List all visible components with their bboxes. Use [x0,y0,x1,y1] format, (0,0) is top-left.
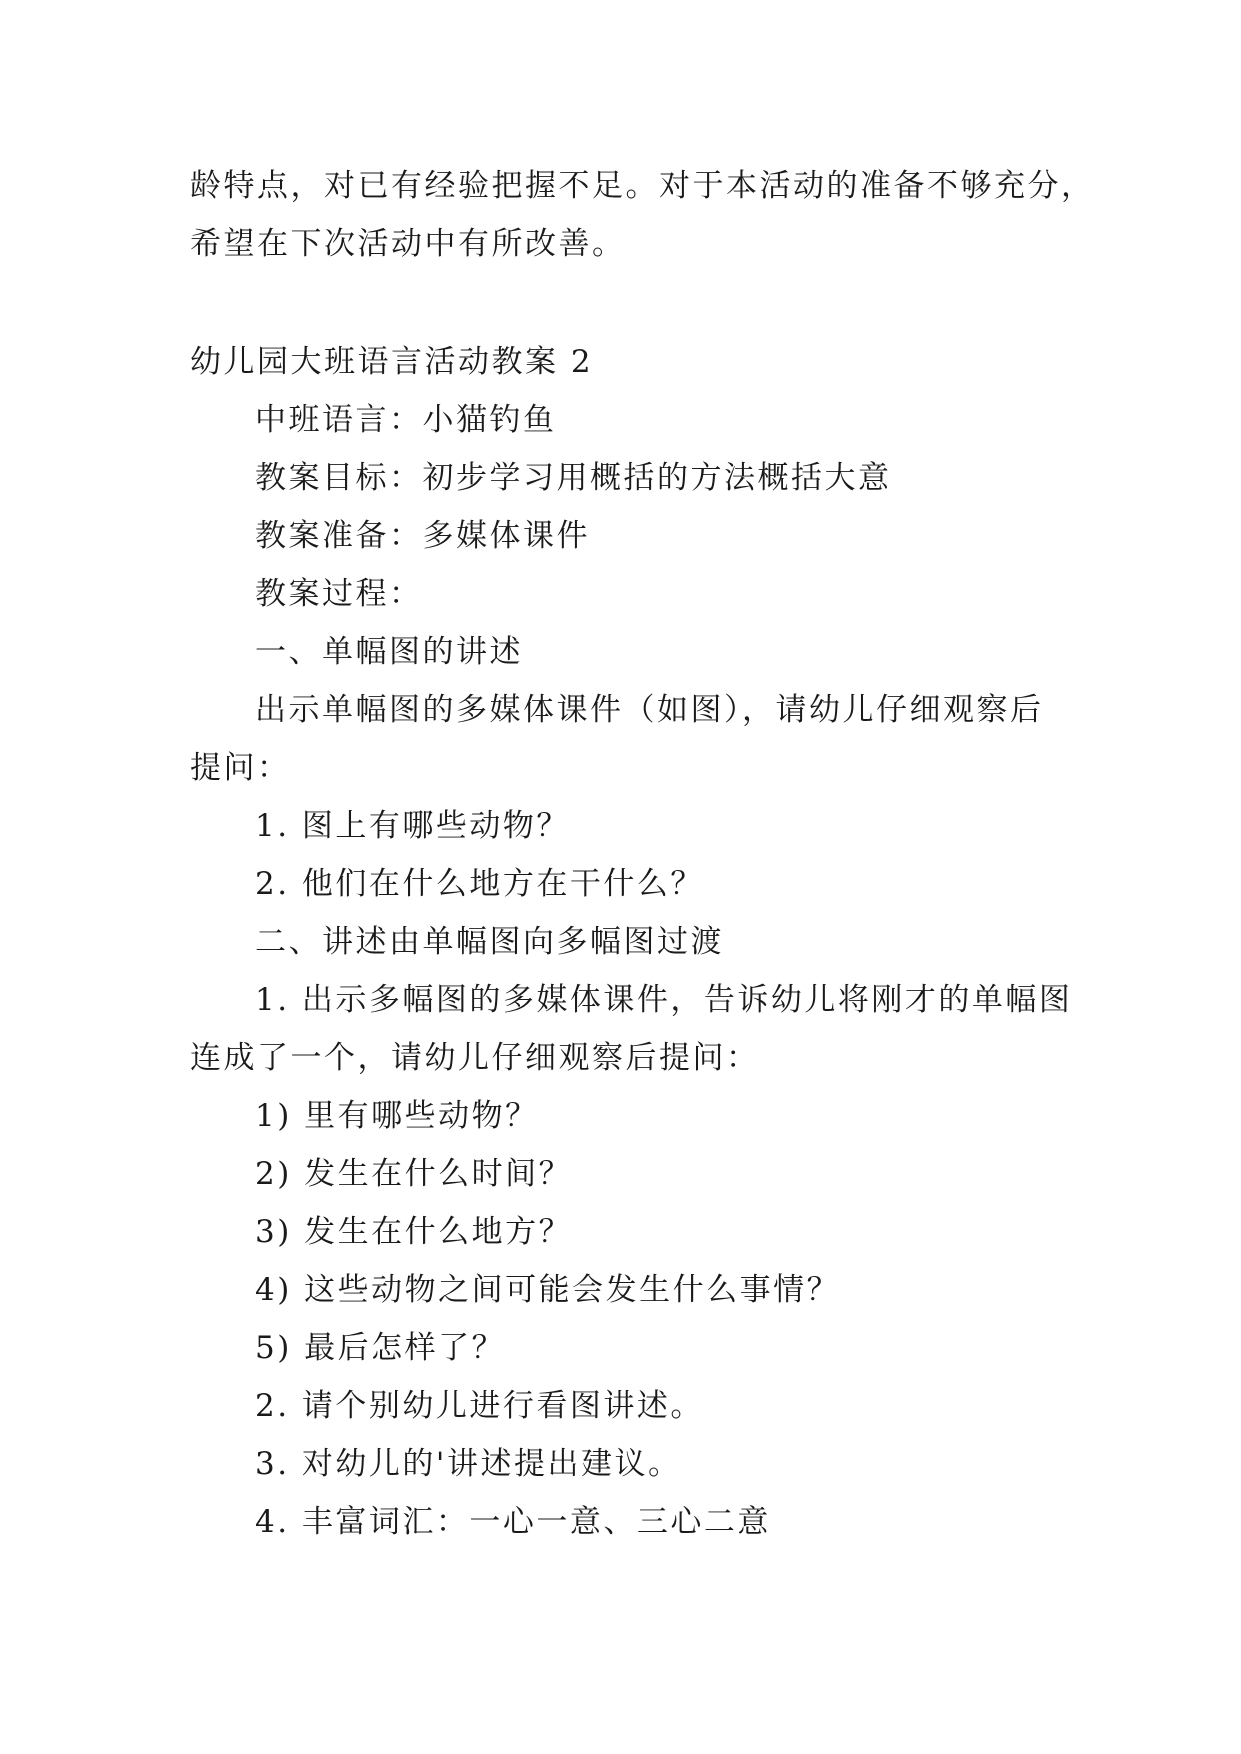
paragraph-line: 4) 这些动物之间可能会发生什么事情？ [255,1272,841,1308]
paragraph-line: 教案目标：初步学习用概括的方法概括大意 [255,460,892,496]
paragraph-line: 教案过程： [255,576,423,612]
paragraph-line: 1. 出示多幅图的多媒体课件，告诉幼儿将刚才的单幅图 [255,982,1073,1018]
section-title: 幼儿园大班语言活动教案 2 [190,344,594,380]
paragraph-line: 3. 对幼儿的'讲述提出建议。 [255,1446,682,1482]
paragraph-line: 1) 里有哪些动物？ [255,1098,539,1134]
paragraph-line: 希望在下次活动中有所改善。 [190,226,626,262]
paragraph-line: 一、单幅图的讲述 [255,634,523,670]
paragraph-line: 2. 请个别幼儿进行看图讲述。 [255,1388,704,1424]
paragraph-line: 提问： [190,750,291,786]
paragraph-line: 出示单幅图的多媒体课件（如图），请幼儿仔细观察后 [255,692,1044,728]
paragraph-line: 连成了一个，请幼儿仔细观察后提问： [190,1040,760,1076]
paragraph-line: 5) 最后怎样了？ [255,1330,506,1366]
paragraph-line: 2) 发生在什么时间？ [255,1156,573,1192]
paragraph-line: 教案准备：多媒体课件 [255,518,590,554]
paragraph-line: 4. 丰富词汇：一心一意、三心二意 [255,1504,771,1540]
paragraph-line: 3) 发生在什么地方？ [255,1214,573,1250]
paragraph-line: 1. 图上有哪些动物？ [255,808,570,844]
paragraph-line: 二、讲述由单幅图向多幅图过渡 [255,924,724,960]
paragraph-line: 龄特点，对已有经验把握不足。对于本活动的准备不够充分， [190,168,1095,204]
paragraph-line: 2. 他们在什么地方在干什么？ [255,866,704,902]
paragraph-line: 中班语言：小猫钓鱼 [255,402,557,438]
